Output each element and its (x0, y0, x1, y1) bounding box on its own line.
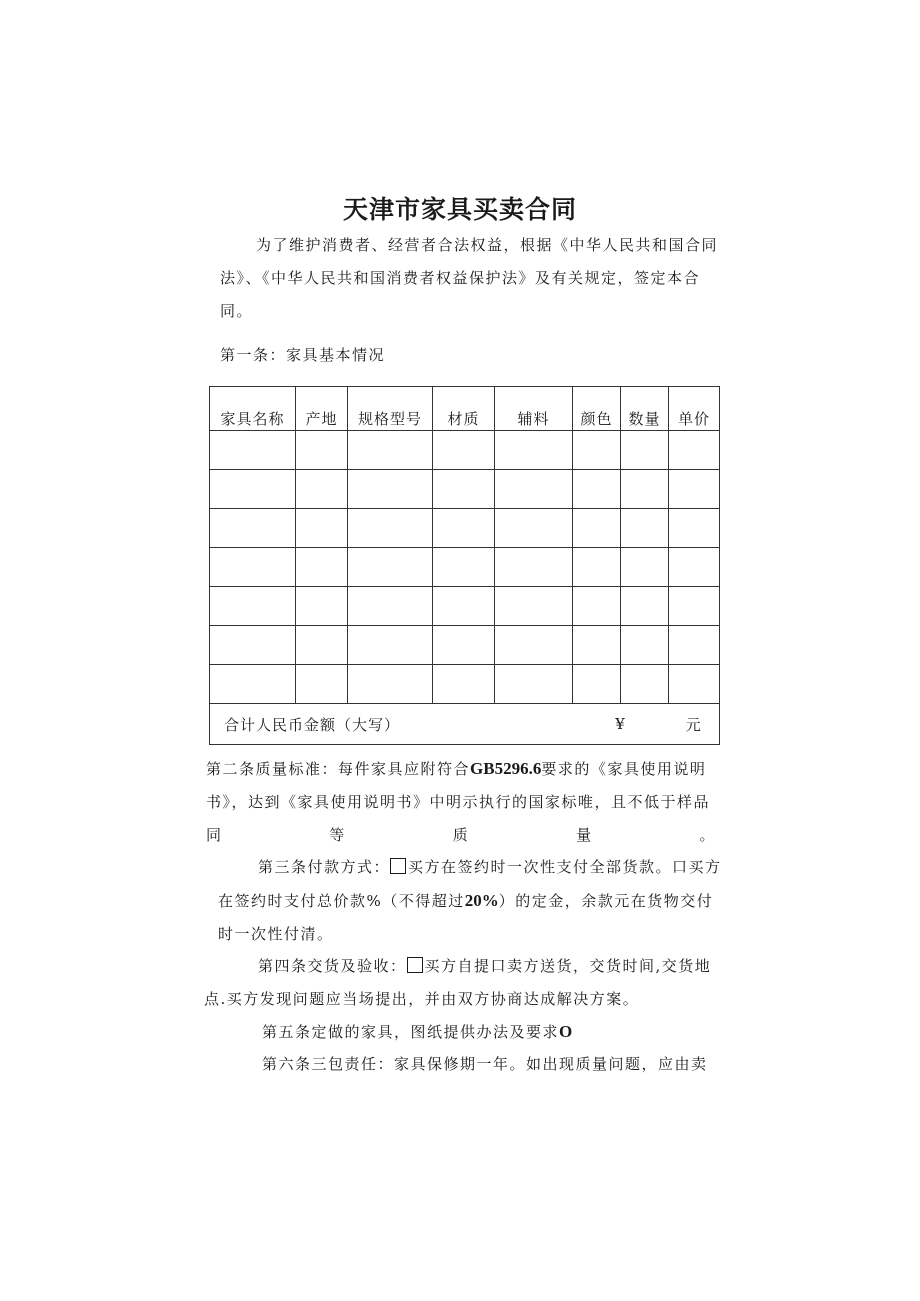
table-cell[interactable] (348, 626, 433, 665)
table-cell[interactable] (433, 548, 495, 587)
table-header-cell: 数量 (621, 387, 669, 431)
table-cell[interactable] (621, 470, 669, 509)
table-header-cell: 颜色 (573, 387, 621, 431)
table-cell[interactable] (621, 431, 669, 470)
furniture-table (209, 386, 720, 745)
table-cell[interactable] (210, 665, 296, 704)
table-cell[interactable] (669, 431, 720, 470)
table-row (210, 509, 720, 548)
article-2-last-line (206, 819, 726, 852)
table-cell[interactable] (210, 470, 296, 509)
article-3-text3: ）的定金，余款元在货物交付时一次性付清。 (218, 892, 714, 943)
table-cell[interactable] (348, 431, 433, 470)
table-cell[interactable] (669, 665, 720, 704)
article-2-spread-char: 。 (699, 826, 716, 844)
table-total-row (210, 704, 720, 745)
table-cell[interactable] (495, 587, 573, 626)
article-2-text2: 要求的《家具使用说明书》，达到《家具使用说明书》中明示执行的国家标唯，且不低于样品 (206, 760, 711, 811)
table-cell[interactable] (573, 665, 621, 704)
table-cell[interactable] (210, 548, 296, 587)
table-cell[interactable] (433, 509, 495, 548)
table-cell[interactable] (669, 548, 720, 587)
article-2-text: 第二条质量标准：每件家具应附符合 (206, 760, 471, 778)
table-cell[interactable] (621, 626, 669, 665)
article-2-paragraph (206, 752, 726, 852)
table-header-cell: 辅料 (495, 387, 573, 431)
article-3-percent: 20% (464, 891, 499, 910)
table-cell[interactable] (495, 548, 573, 587)
table-row (210, 470, 720, 509)
table-cell[interactable] (621, 548, 669, 587)
contract-title: 天津市家具买卖合同 (342, 195, 577, 224)
article-5-text: 第五条定做的家具，图纸提供办法及要求 (262, 1023, 560, 1041)
table-cell[interactable] (210, 626, 296, 665)
article-5-paragraph (262, 1015, 572, 1049)
table-cell[interactable] (433, 665, 495, 704)
table-row (210, 587, 720, 626)
table-cell[interactable] (669, 509, 720, 548)
table-cell[interactable] (348, 587, 433, 626)
article-3-text1: 第三条付款方式： (258, 858, 391, 876)
table-cell[interactable] (573, 470, 621, 509)
article-4-paragraph (204, 950, 728, 1016)
table-cell[interactable] (348, 548, 433, 587)
article-1-heading: 第一条：家具基本情况 (220, 346, 386, 364)
table-cell[interactable] (296, 470, 348, 509)
article-2-spread-char: 质 (452, 826, 470, 844)
table-cell[interactable] (669, 587, 720, 626)
table-cell[interactable] (573, 626, 621, 665)
table-header-cell: 家具名称 (210, 387, 296, 431)
table-cell[interactable] (296, 665, 348, 704)
table-cell[interactable] (495, 665, 573, 704)
table-cell[interactable] (210, 587, 296, 626)
table-cell[interactable] (433, 431, 495, 470)
table-cell[interactable] (495, 431, 573, 470)
table-cell[interactable] (296, 626, 348, 665)
article-6-paragraph: 第六条三包责任：家具保修期一年。如出现质量问题，应由卖 (262, 1055, 708, 1073)
checkbox-full-payment[interactable] (390, 858, 406, 874)
table-row (210, 548, 720, 587)
table-cell[interactable] (210, 509, 296, 548)
table-cell[interactable] (573, 548, 621, 587)
table-cell[interactable] (296, 587, 348, 626)
table-header-cell: 材质 (433, 387, 495, 431)
table-cell[interactable] (621, 509, 669, 548)
table-cell[interactable] (573, 431, 621, 470)
table-cell[interactable] (669, 626, 720, 665)
table-cell[interactable] (348, 509, 433, 548)
article-4-text1: 第四条交货及验收： (258, 957, 407, 975)
table-row (210, 626, 720, 665)
table-cell[interactable] (495, 626, 573, 665)
table-cell[interactable] (348, 470, 433, 509)
article-3-paragraph (218, 851, 726, 951)
table-cell[interactable] (573, 587, 621, 626)
total-amount-label: 合计人民币金额（大写） (210, 704, 573, 745)
preamble-paragraph: 为了维护消费者、经营者合法权益，根据《中华人民共和国合同法》、《中华人民共和国消费者权益保护法》及有关规定，签定本合同。 (220, 236, 719, 320)
table-cell[interactable] (433, 587, 495, 626)
table-cell[interactable] (621, 665, 669, 704)
table-cell[interactable] (495, 509, 573, 548)
table-cell[interactable] (210, 431, 296, 470)
total-unit-yuan: 元 (669, 704, 720, 745)
table-header-cell: 产地 (296, 387, 348, 431)
table-header-row (210, 387, 720, 431)
article-2-spread-char: 等 (329, 826, 346, 844)
article-3-text2: 买方在签约时一次性支付全部货款。口买方在签约时支付总价款%（不得超过 (218, 858, 722, 910)
table-cell[interactable] (495, 470, 573, 509)
article-2-spread-char: 同 (206, 826, 223, 844)
table-cell[interactable] (433, 626, 495, 665)
checkbox-buyer-pickup[interactable] (407, 957, 423, 973)
table-cell[interactable] (669, 470, 720, 509)
table-cell[interactable] (573, 509, 621, 548)
table-header-cell: 单价 (669, 387, 720, 431)
table-cell[interactable] (296, 509, 348, 548)
table-cell[interactable] (296, 548, 348, 587)
article-2-standard: GB5296.6 (470, 759, 542, 778)
total-yen-symbol: ¥ (573, 704, 669, 745)
table-row (210, 665, 720, 704)
table-row (210, 431, 720, 470)
article-2-spread-char: 量 (576, 826, 593, 844)
table-cell[interactable] (621, 587, 669, 626)
table-cell[interactable] (296, 431, 348, 470)
table-cell[interactable] (433, 470, 495, 509)
article-4-text2: 买方自提口卖方送货，交货时间,交货地点.买方发现问题应当场提出，并由双方协商达成解决方案。 (204, 957, 712, 1008)
table-header-cell: 规格型号 (348, 387, 433, 431)
table-cell[interactable] (348, 665, 433, 704)
article-5-end: O (559, 1022, 573, 1041)
